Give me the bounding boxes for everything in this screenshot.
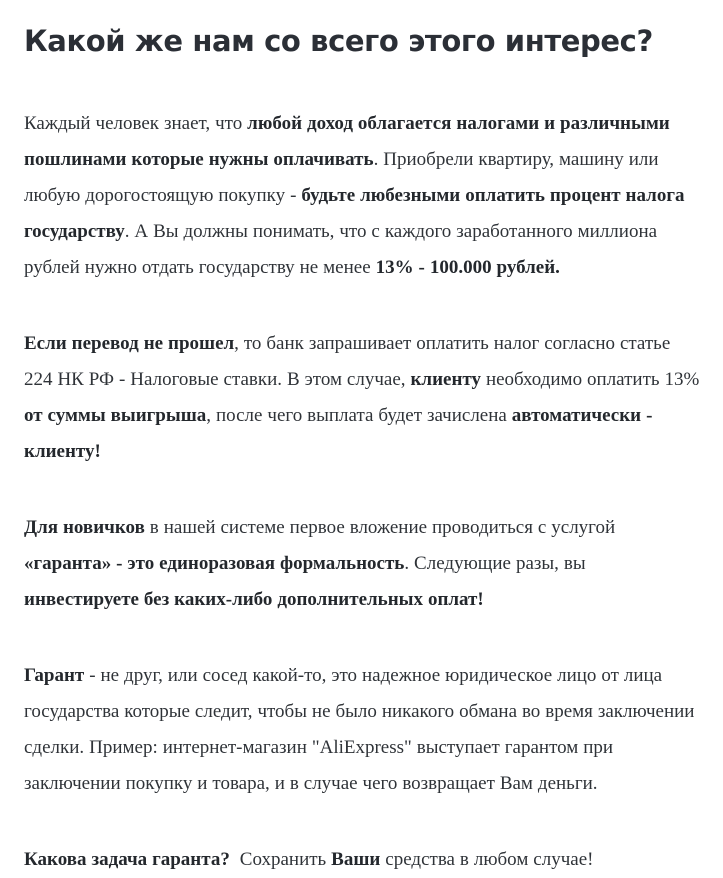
page-title: Какой же нам со всего этого интерес? <box>24 24 653 58</box>
p2-text-3: , после чего выплата будет зачислена <box>206 405 512 426</box>
p2-text-2: необходимо оплатить 13% <box>481 369 700 390</box>
p1-text-3: . А Вы должны понимать, что с каждого заработанного миллиона рублей нужно отдать государству не менее <box>24 221 658 278</box>
p5-bold-question: Какова задача гаранта? <box>24 849 230 870</box>
p1-text-1: Каждый человек знает, что <box>24 113 248 134</box>
paragraph-4 <box>24 658 702 802</box>
p5-text-1: Сохранить <box>234 849 332 870</box>
p3-bold-2: «гаранта» - это единоразовая формальность <box>24 553 405 574</box>
p1-bold-1: любой доход облагается налогами и различными пошлинами которые нужны оплачивать <box>24 113 670 170</box>
p5-bold-your: Ваши <box>331 849 381 870</box>
paragraph-2 <box>24 326 702 470</box>
p2-text-1: , то банк запрашивает оплатить налог согласно статье 224 НК РФ - Налоговые ставки. В этом случае, <box>24 333 671 390</box>
p2-bold-3: от суммы выигрыша <box>24 405 207 426</box>
p1-bold-tax-amount: 13% - 100.000 рублей. <box>375 257 560 278</box>
p2-bold-1: Если перевод не прошел <box>24 333 235 354</box>
p3-bold-1: Для новичков <box>24 517 145 538</box>
p3-bold-3: инвестируете без каких-либо дополнительных оплат! <box>24 589 484 610</box>
p3-text-2: . Следующие разы, вы <box>404 553 586 574</box>
p1-text-2: . Приобрели квартиру, машину или любую дорогостоящую покупку - <box>24 149 659 206</box>
paragraph-1 <box>24 106 702 286</box>
p3-text-1: в нашей системе первое вложение проводиться с услугой <box>144 517 616 538</box>
paragraph-3 <box>24 510 702 618</box>
p4-text-1: - не друг, или сосед какой-то, это надежное юридическое лицо от лица государства которые следит, чтобы не было никакого обмана во время заключении сделки. Пример: интернет-магазин "AliExpress" выступает гарантом при заключении покупку и товара, и в случае чего возвращает Вам деньги. <box>24 665 695 794</box>
p5-text-2: средства в любом случае! <box>380 849 594 870</box>
p4-bold-guarantor: Гарант <box>24 665 85 686</box>
article-body <box>24 106 701 878</box>
p2-bold-client: клиенту <box>410 369 481 390</box>
paragraph-5 <box>24 842 702 878</box>
p2-bold-4: автоматически - клиенту! <box>24 405 653 462</box>
p1-bold-2: будьте любезными оплатить процент налога государству <box>24 185 685 242</box>
